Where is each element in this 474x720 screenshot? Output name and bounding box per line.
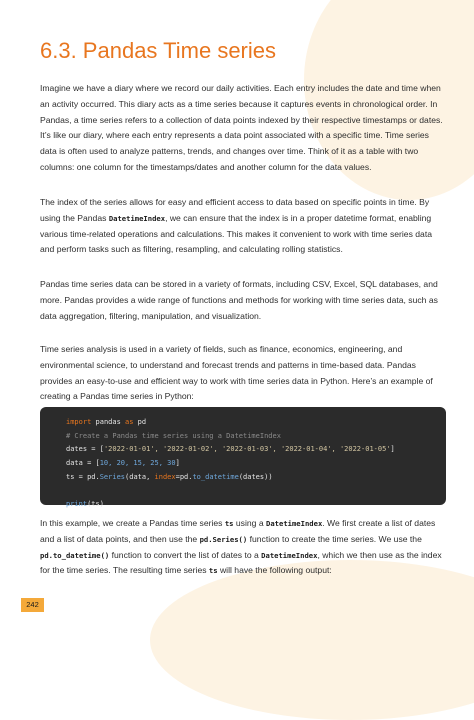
code-keyword: index	[154, 472, 176, 481]
code-line-5	[66, 471, 446, 485]
text-run: will have the following output:	[217, 565, 332, 576]
code-text: pd	[133, 418, 147, 426]
code-line-1	[66, 416, 446, 430]
code-text: ts = pd.	[66, 472, 100, 481]
code-text: data = [	[66, 459, 100, 468]
code-text: ]	[175, 459, 180, 468]
inline-code: pd.Series()	[199, 534, 248, 544]
inline-code: DatetimeIndex	[261, 550, 318, 560]
text-run: using a	[233, 518, 267, 528]
code-line-6-blank	[66, 484, 446, 498]
inline-code: ts	[224, 519, 234, 528]
section-title: 6.3. Pandas Time series	[40, 38, 277, 63]
inline-code: DatetimeIndex	[266, 519, 323, 528]
code-text: (ts)	[87, 500, 104, 509]
code-string: '2022-01-01', '2022-01-02', '2022-01-03', '2022-01-04', '2022-01-05'	[103, 445, 391, 454]
code-text: ]	[390, 445, 395, 454]
code-text: (dates))	[238, 472, 273, 481]
code-keyword: as	[125, 418, 134, 426]
text-run: function to convert the list of dates to a	[109, 549, 262, 560]
paragraph-formats: Pandas time series data can be stored in a variety of formats, including CSV, Excel, SQL databases, and more. Pandas provides a wide range of functions and methods for working with time series data, such as data aggregation, filtering, manipulation, and visualization.	[40, 279, 438, 321]
paragraph-index	[40, 195, 446, 258]
inline-code: ts	[208, 566, 218, 576]
code-line-3	[66, 443, 446, 457]
code-function: to_datetime	[192, 472, 239, 481]
code-number: 10, 20, 15, 25, 30	[99, 459, 176, 468]
paragraph-intro: Imagine we have a diary where we record our daily activities. Each entry includes the date and time when an activity occurred. This diary acts as a time series because it captures events in chronological order. In Pandas, a time series refers to a collection of data points indexed by their respective timestamps or dates. It’s like our diary, where each entry represents a data point associated with a specific time. Time series data is often used to analyze patterns, trends, and changes over time. Think of it as a table with two columns: one column for the timestamps/dates and another column for the data values.	[40, 83, 443, 172]
paragraph-analysis: Time series analysis is used in a variety of fields, such as finance, economics, engineering, and environmental science, to understand and forecast trends and patterns in time-based data. Pandas provides an easy-to-use and efficient way to work with time series data in Python. Here’s an example of creating a Pandas time series in Python:	[40, 344, 433, 402]
code-function: print	[66, 500, 88, 509]
code-text: =pd.	[175, 472, 193, 481]
code-line-2-comment: # Create a Pandas time series using a DatetimeIndex	[66, 431, 281, 440]
text-run: The index of the series allows for easy and efficient access to data based on specific points in time. By using the Pandas	[40, 197, 430, 223]
code-text: dates = [	[66, 445, 104, 454]
text-run: . We first create a list of dates and a list of data points, and then use the	[40, 518, 436, 544]
code-line-4	[66, 457, 446, 471]
text-run: , which we then use as the index for the time series. The resulting time series	[40, 549, 442, 576]
code-block	[40, 407, 446, 509]
code-function: Series	[99, 472, 126, 481]
code-keyword: import	[66, 418, 92, 426]
paragraph-explanation	[40, 516, 446, 579]
inline-code: DatetimeIndex	[108, 213, 166, 223]
text-run: function to create the time series. We use the	[247, 533, 422, 544]
code-text: pandas	[91, 418, 126, 426]
text-run: , we can ensure that the index is in a proper datetime format, enabling various time-related operations and calculations. This makes it convenient to work with time series data and perform tasks such as filtering, resampling, and calculating rolling statistics.	[40, 212, 432, 255]
page-number: 242	[21, 598, 44, 612]
text-run: In this example, we create a Pandas time series	[40, 518, 225, 528]
code-line-7	[66, 498, 446, 512]
inline-code: pd.to_datetime()	[40, 550, 110, 560]
code-text: (data,	[125, 472, 155, 481]
